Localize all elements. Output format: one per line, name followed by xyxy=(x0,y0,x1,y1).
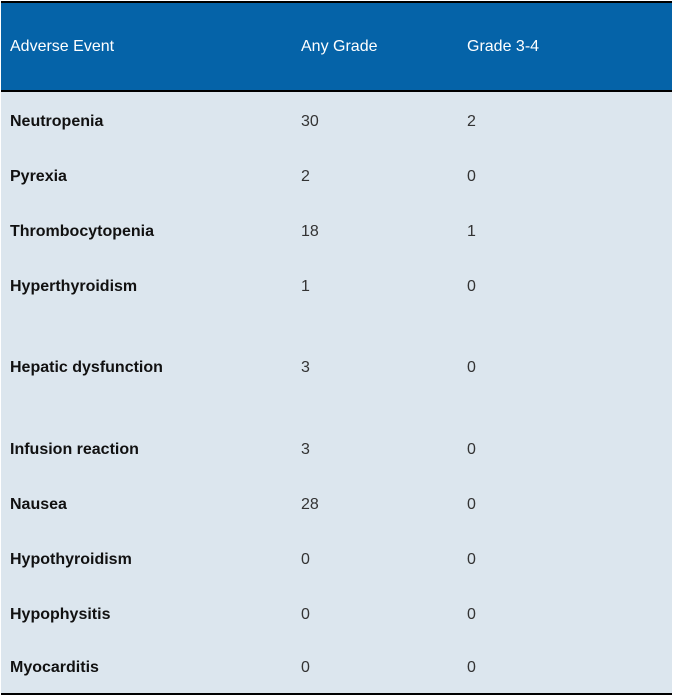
header-any-grade: Any Grade xyxy=(301,38,378,55)
any-grade-value: 0 xyxy=(301,605,310,623)
grade-3-4-value: 0 xyxy=(467,605,476,623)
table-row xyxy=(1,94,672,149)
any-grade-value: 1 xyxy=(301,277,310,295)
table-row xyxy=(1,532,672,587)
event-name: Hypothyroidism xyxy=(10,550,132,568)
table-row xyxy=(1,422,672,477)
event-name: Hepatic dysfunction xyxy=(10,359,163,376)
table-row xyxy=(1,204,672,259)
grade-3-4-value: 0 xyxy=(467,550,476,568)
event-name: Hypophysitis xyxy=(10,605,111,623)
grade-3-4-value: 0 xyxy=(467,495,476,513)
any-grade-value: 18 xyxy=(301,222,319,240)
header-grade-3-4: Grade 3-4 xyxy=(467,38,540,55)
adverse-events-table xyxy=(1,1,672,695)
table-row xyxy=(1,149,672,204)
any-grade-value: 0 xyxy=(301,658,310,676)
table-header xyxy=(1,3,672,92)
event-name: Hyperthyroidism xyxy=(10,277,138,295)
event-name: Myocarditis xyxy=(10,658,99,676)
grade-3-4-value: 1 xyxy=(467,222,476,240)
table-row xyxy=(1,314,672,422)
event-name: Thrombocytopenia xyxy=(10,222,155,240)
event-name: Pyrexia xyxy=(10,167,67,185)
table-row xyxy=(1,477,672,532)
event-name: Nausea xyxy=(10,495,67,513)
any-grade-value: 28 xyxy=(301,495,319,513)
table-row xyxy=(1,642,672,693)
grade-3-4-value: 0 xyxy=(467,167,476,185)
any-grade-value: 30 xyxy=(301,112,319,130)
event-name: Neutropenia xyxy=(10,112,104,130)
grade-3-4-value: 0 xyxy=(467,359,476,376)
table-row xyxy=(1,587,672,642)
header-adverse-event: Adverse Event xyxy=(10,38,115,55)
grade-3-4-value: 0 xyxy=(467,658,476,676)
grade-3-4-value: 0 xyxy=(467,277,476,295)
any-grade-value: 3 xyxy=(301,440,310,458)
grade-3-4-value: 0 xyxy=(467,440,476,458)
table-row xyxy=(1,259,672,314)
any-grade-value: 0 xyxy=(301,550,310,568)
grade-3-4-value: 2 xyxy=(467,112,476,130)
any-grade-value: 3 xyxy=(301,359,310,376)
event-name: Infusion reaction xyxy=(10,440,139,458)
any-grade-value: 2 xyxy=(301,167,310,185)
